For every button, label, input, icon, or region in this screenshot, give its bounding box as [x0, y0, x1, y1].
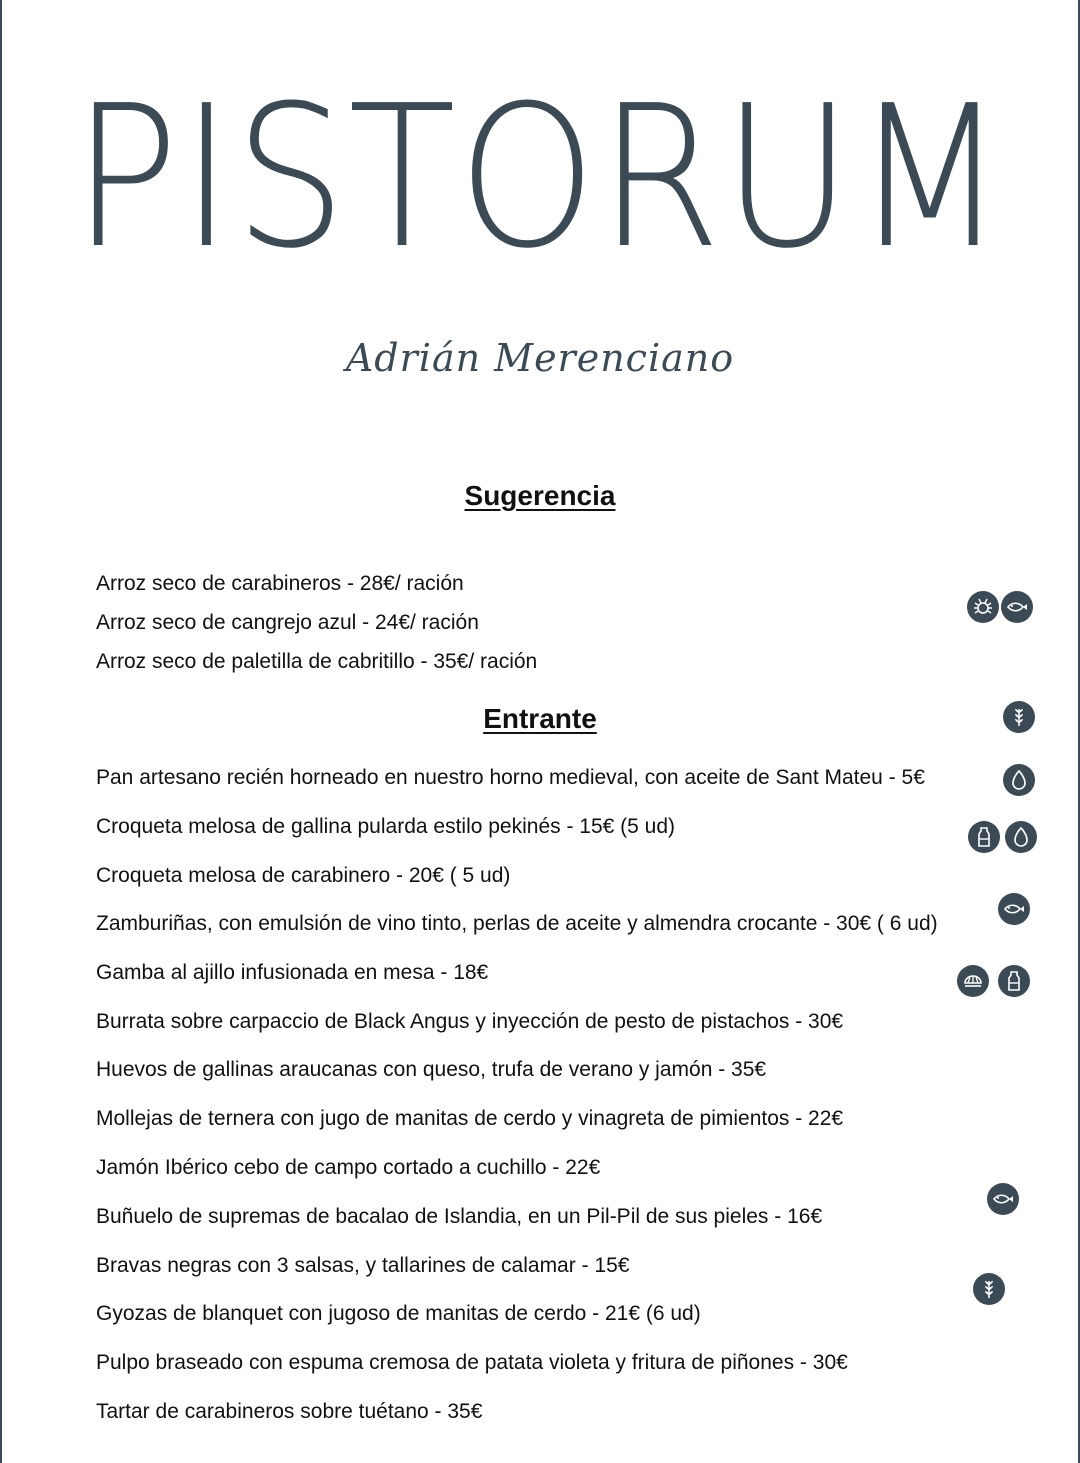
- menu-item: Zamburiñas, con emulsión de vino tinto, perlas de aceite y almendra crocante - 30€ ( 6 ud): [96, 912, 938, 935]
- menu-item: Buñuelo de supremas de bacalao de Islandia, en un Pil-Pil de sus pieles - 16€: [96, 1205, 823, 1228]
- menu-item: Gamba al ajillo infusionada en mesa - 18€: [96, 961, 489, 984]
- menu-item: Pan artesano recién horneado en nuestro horno medieval, con aceite de Sant Mateu - 5€: [96, 766, 925, 789]
- egg-icon: [1005, 821, 1037, 853]
- fish-icon: [1001, 591, 1033, 623]
- menu-item: Pulpo braseado con espuma cremosa de patata violeta y fritura de piñones - 30€: [96, 1351, 848, 1374]
- egg-icon: [1003, 764, 1035, 796]
- menu-item: Tartar de carabineros sobre tuétano - 35€: [96, 1400, 483, 1423]
- menu-item: Jamón Ibérico cebo de campo cortado a cuchillo - 22€: [96, 1156, 601, 1179]
- chef-signature-text: Adrián Merenciano: [345, 336, 735, 380]
- menu-item: Croqueta melosa de carabinero - 20€ ( 5 ud): [96, 864, 511, 887]
- menu-item: Arroz seco de paletilla de cabritillo - 35€/ ración: [96, 650, 538, 673]
- fish-icon: [987, 1183, 1019, 1215]
- menu-item: Burrata sobre carpaccio de Black Angus y inyección de pesto de pistachos - 30€: [96, 1010, 844, 1033]
- mollusc-icon: [957, 965, 989, 997]
- section-title-entrante: Entrante: [483, 703, 597, 734]
- milk-icon: [998, 965, 1030, 997]
- section-title-sugerencia: Sugerencia: [464, 480, 616, 511]
- crustacean-icon: [967, 591, 999, 623]
- gluten-icon: [1003, 701, 1035, 733]
- milk-icon: [968, 821, 1000, 853]
- menu-item: Mollejas de ternera con jugo de manitas de cerdo y vinagreta de pimientos - 22€: [96, 1107, 844, 1130]
- restaurant-name: PISTORUM: [72, 64, 1008, 292]
- menu-item: Croqueta melosa de gallina pularda estilo pekinés - 15€ (5 ud): [96, 815, 676, 838]
- menu-item: Arroz seco de carabineros - 28€/ ración: [96, 572, 464, 595]
- menu-item: Arroz seco de cangrejo azul - 24€/ ración: [96, 611, 479, 634]
- gluten-icon: [973, 1273, 1005, 1305]
- menu-item: Bravas negras con 3 salsas, y tallarines de calamar - 15€: [96, 1254, 630, 1277]
- menu-item: Huevos de gallinas araucanas con queso, trufa de verano y jamón - 35€: [96, 1058, 767, 1081]
- menu-item: Gyozas de blanquet con jugoso de manitas de cerdo - 21€ (6 ud): [96, 1302, 701, 1325]
- fish-icon: [998, 893, 1030, 925]
- chef-signature: [2, 335, 1078, 381]
